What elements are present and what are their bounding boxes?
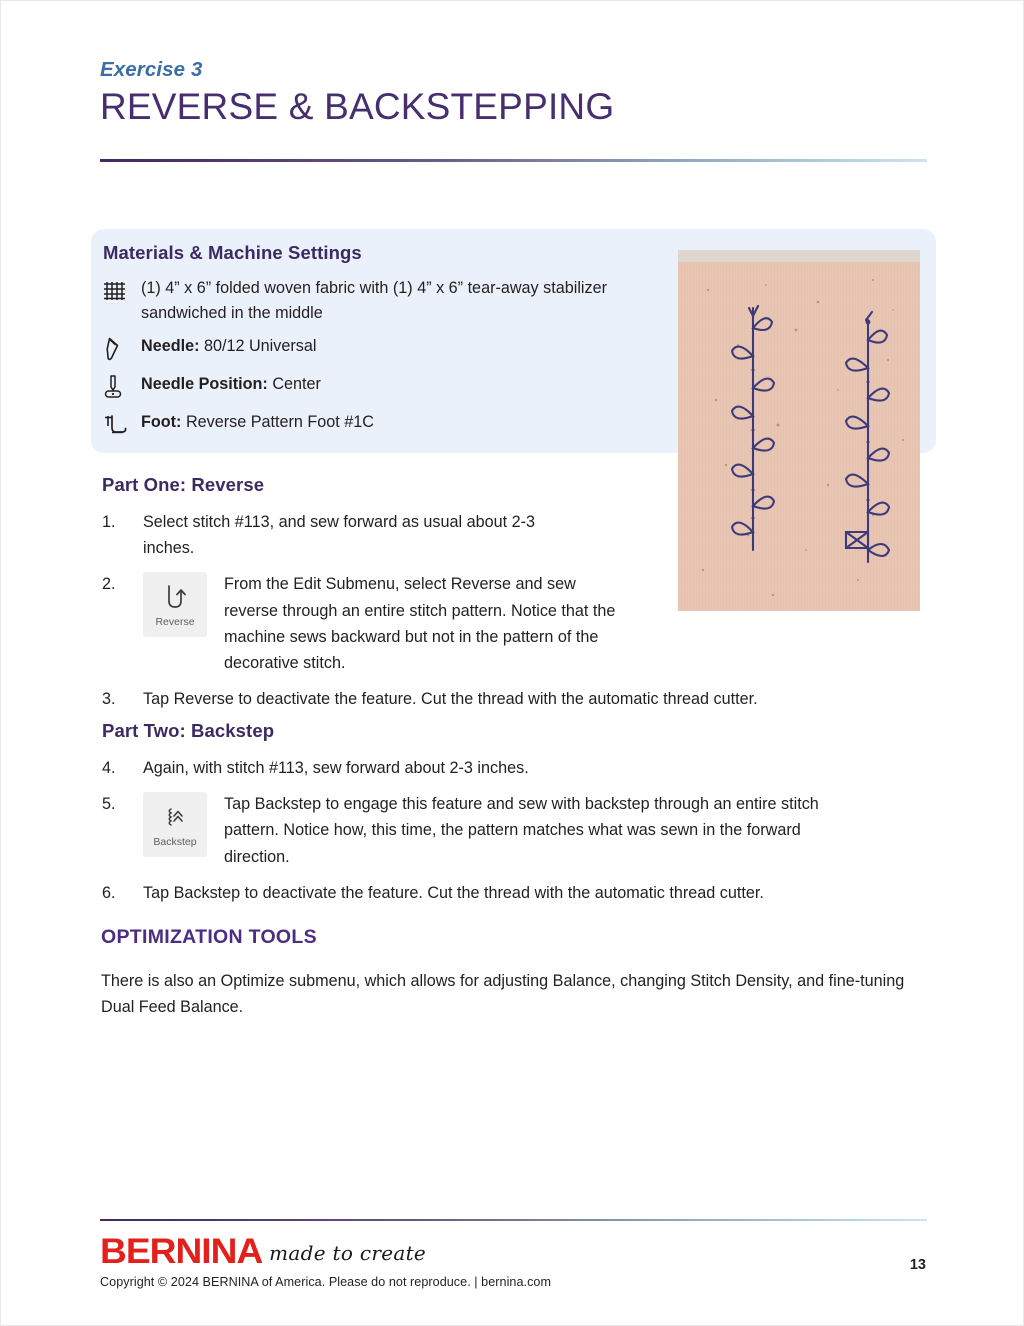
material-needle-text xyxy=(141,333,316,359)
backstep-zigzag-icon xyxy=(163,802,187,832)
material-foot-value: Reverse Pattern Foot #1C xyxy=(185,413,374,432)
list-item xyxy=(102,508,862,561)
backstep-button[interactable] xyxy=(143,792,207,857)
step-number: 5. xyxy=(102,795,116,814)
optimization-tools-body: There is also an Optimize submenu, which allows for adjusting Balance, changing Stitch Density, and fine-tuning Dual Feed Balance. xyxy=(101,972,905,1017)
page-header xyxy=(100,59,930,127)
u-turn-arrow-icon xyxy=(164,582,186,612)
part-two-steps xyxy=(102,754,862,915)
step-text: From the Edit Submenu, select Reverse and sew reverse through an entire stitch pattern. Notice that the machine sews backward but not in the pattern of the decorative stitch. xyxy=(224,575,616,673)
part-one-heading: Part One: Reverse xyxy=(102,474,265,495)
reverse-button-label: Reverse xyxy=(155,616,195,629)
material-row-foot xyxy=(103,409,663,440)
fabric-weave-icon xyxy=(103,275,141,306)
list-item xyxy=(102,685,862,712)
step-number: 4. xyxy=(102,759,116,777)
reverse-button[interactable] xyxy=(143,572,207,637)
step-text: Again, with stitch #113, sew forward about 2-3 inches. xyxy=(143,759,529,777)
footer-divider xyxy=(100,1219,927,1221)
list-item xyxy=(102,570,862,676)
step-number: 1. xyxy=(102,513,116,531)
part-two-heading: Part Two: Backstep xyxy=(102,720,275,741)
bernina-logo xyxy=(100,1232,427,1271)
bernina-wordmark: BERNINA xyxy=(100,1232,263,1271)
step-number: 2. xyxy=(102,575,116,594)
header-divider xyxy=(100,159,927,162)
presser-foot-icon xyxy=(103,409,141,440)
page-title: REVERSE & BACKSTEPPING xyxy=(100,85,615,127)
step-text: Select stitch #113, and sew forward as usual about 2-3 inches. xyxy=(143,513,536,558)
part-one-steps xyxy=(102,508,862,722)
step-number: 6. xyxy=(102,883,116,902)
step-text: Tap Backstep to deactivate the feature. Cut the thread with the automatic thread cutter. xyxy=(143,883,764,902)
needle-position-icon xyxy=(103,371,141,402)
material-foot-label: Foot: xyxy=(141,413,182,432)
copyright-text: Copyright © 2024 BERNINA of America. Please do not reproduce. | bernina.com xyxy=(100,1275,552,1289)
step-text: Tap Reverse to deactivate the feature. Cut the thread with the automatic thread cutter. xyxy=(143,690,758,709)
exercise-label: Exercise 3 xyxy=(100,58,203,81)
material-foot-text xyxy=(141,409,374,435)
material-needle-position-value: Center xyxy=(272,375,321,394)
material-needle-label: Needle: xyxy=(141,337,200,356)
material-needle-position-label: Needle Position: xyxy=(141,375,268,394)
material-fabric-text: (1) 4” x 6” folded woven fabric with (1) 4” x 6” tear-away stabilizer sandwiched in the middle xyxy=(141,279,608,323)
optimization-tools-heading: OPTIMIZATION TOOLS xyxy=(101,926,317,948)
backstep-button-label: Backstep xyxy=(153,835,197,848)
needle-icon xyxy=(103,333,141,364)
bernina-tagline: made to create xyxy=(269,1241,427,1266)
material-needle-position-text xyxy=(141,371,321,397)
step-number: 3. xyxy=(102,690,116,709)
material-row-fabric xyxy=(103,275,663,326)
list-item xyxy=(102,790,862,870)
list-item xyxy=(102,879,862,906)
material-row-needle xyxy=(103,333,663,364)
list-item xyxy=(102,754,862,781)
step-text: Tap Backstep to engage this feature and sew with backstep through an entire stitch pattern. Notice how, this time, the pattern matches what was sewn in the forward direction. xyxy=(224,795,819,866)
material-row-needle-position xyxy=(103,371,663,402)
material-needle-value: 80/12 Universal xyxy=(203,337,317,356)
materials-heading: Materials & Machine Settings xyxy=(103,242,362,263)
page-number: 13 xyxy=(909,1257,926,1273)
materials-content xyxy=(103,242,663,447)
